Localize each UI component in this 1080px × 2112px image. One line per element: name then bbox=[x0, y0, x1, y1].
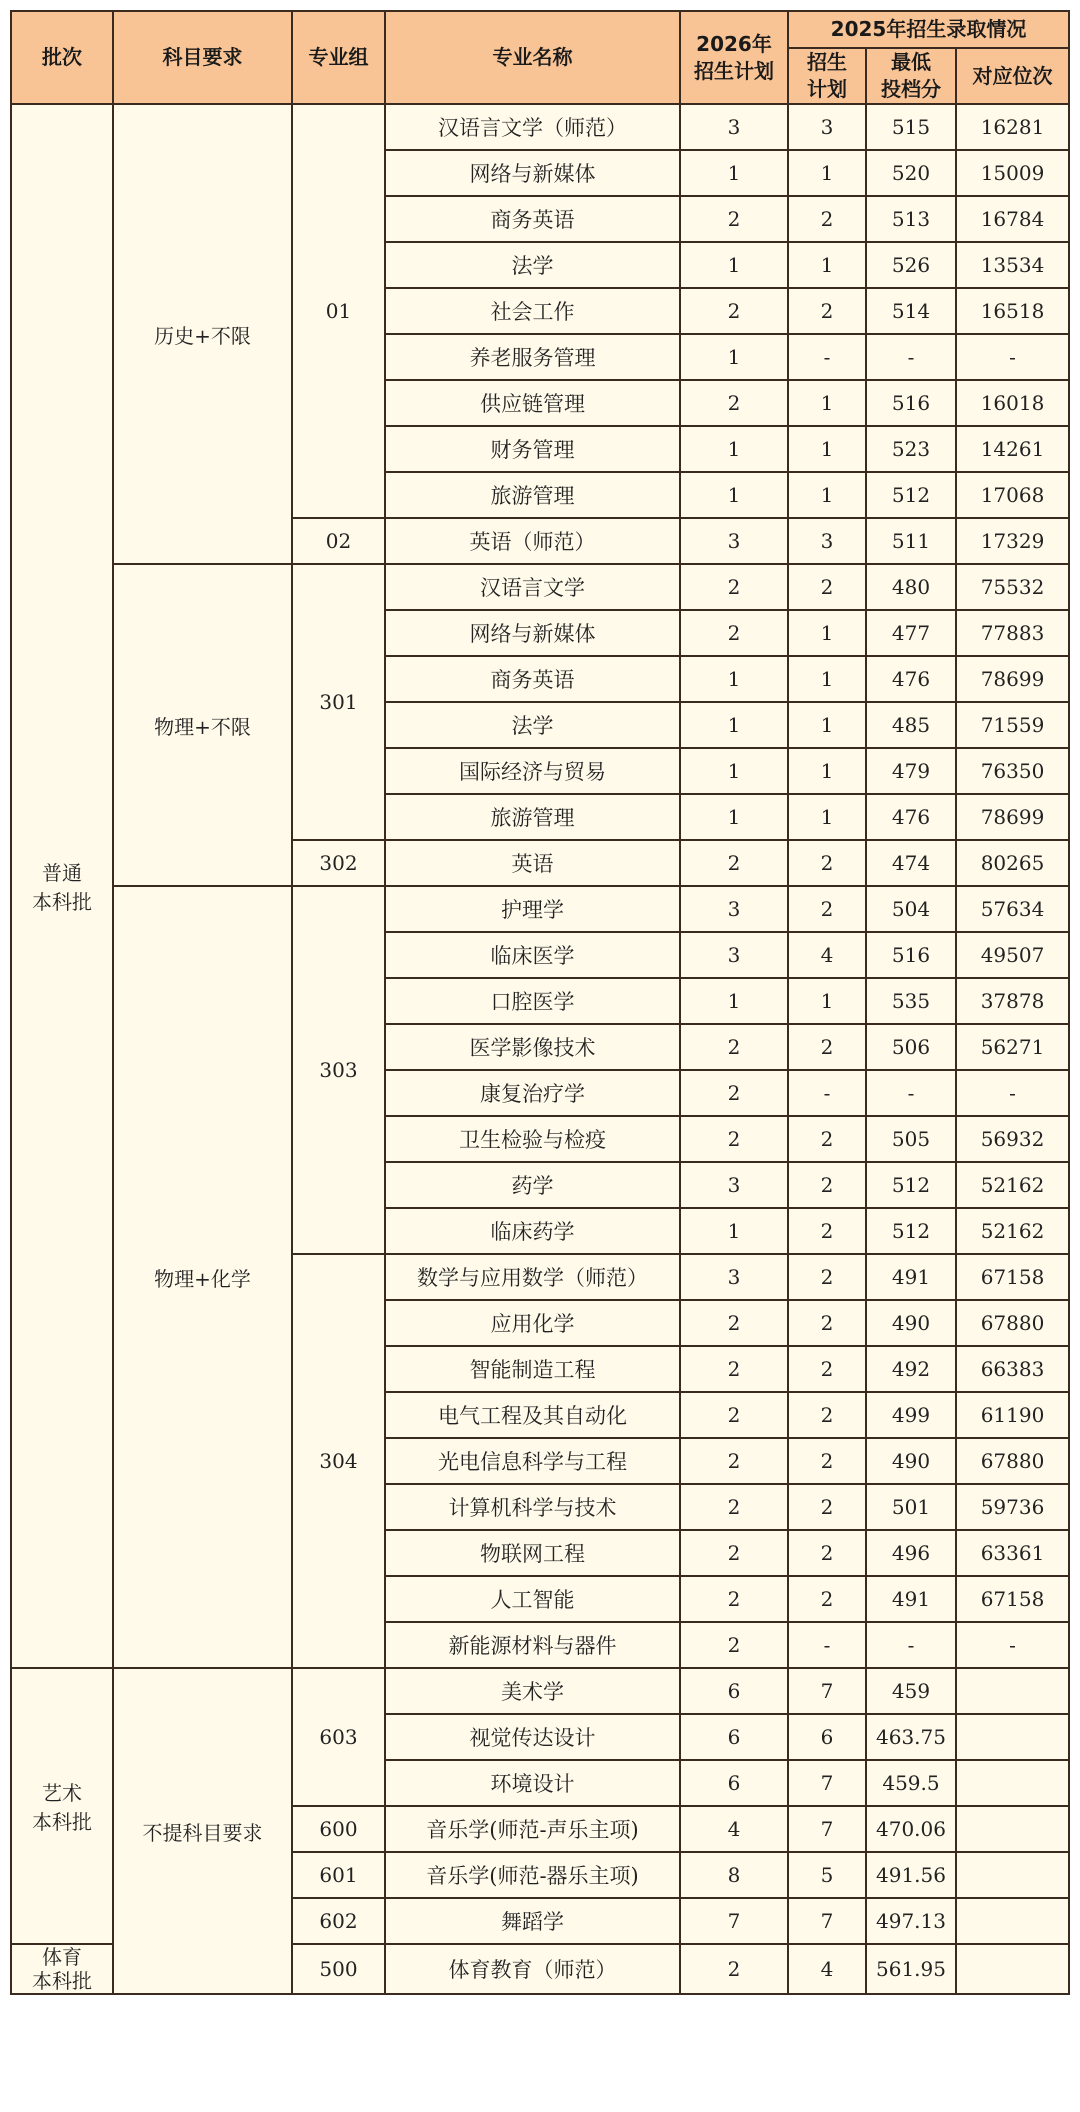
plan-2026: 2 bbox=[680, 1438, 788, 1484]
plan-2025: - bbox=[788, 334, 866, 380]
batch-art-line2: 本科批 bbox=[32, 1810, 92, 1834]
major-name: 社会工作 bbox=[385, 288, 680, 334]
rank: 67880 bbox=[956, 1300, 1069, 1346]
rank: 80265 bbox=[956, 840, 1069, 886]
major-name: 旅游管理 bbox=[385, 472, 680, 518]
plan-2026: 2 bbox=[680, 1530, 788, 1576]
batch-art-line1: 艺术 bbox=[42, 1781, 82, 1805]
plan-2026: 1 bbox=[680, 794, 788, 840]
rank: 76350 bbox=[956, 748, 1069, 794]
min-score: - bbox=[866, 1070, 956, 1116]
plan-2026: 4 bbox=[680, 1806, 788, 1852]
rank: 57634 bbox=[956, 886, 1069, 932]
min-score: 485 bbox=[866, 702, 956, 748]
rank: 67880 bbox=[956, 1438, 1069, 1484]
plan-2025: 2 bbox=[788, 288, 866, 334]
plan-2026: 8 bbox=[680, 1852, 788, 1898]
plan-2025: 2 bbox=[788, 1116, 866, 1162]
rank: 75532 bbox=[956, 564, 1069, 610]
min-score: 505 bbox=[866, 1116, 956, 1162]
min-score: 513 bbox=[866, 196, 956, 242]
min-score: 501 bbox=[866, 1484, 956, 1530]
plan-2025: - bbox=[788, 1070, 866, 1116]
major-group: 01 bbox=[292, 104, 385, 518]
major-group: 302 bbox=[292, 840, 385, 886]
rank: 67158 bbox=[956, 1254, 1069, 1300]
header-plan-2026 bbox=[680, 11, 788, 104]
rank: 78699 bbox=[956, 656, 1069, 702]
plan-2025: 2 bbox=[788, 1300, 866, 1346]
plan-2026: 1 bbox=[680, 334, 788, 380]
header-admission-2025: 2025年招生录取情况 bbox=[788, 11, 1069, 48]
plan-2025: 2 bbox=[788, 1530, 866, 1576]
min-score: 511 bbox=[866, 518, 956, 564]
plan-2026: 6 bbox=[680, 1714, 788, 1760]
min-score: 477 bbox=[866, 610, 956, 656]
min-score: 470.06 bbox=[866, 1806, 956, 1852]
plan-2026: 2 bbox=[680, 840, 788, 886]
plan-2026: 2 bbox=[680, 610, 788, 656]
major-group: 02 bbox=[292, 518, 385, 564]
plan-2025: 2 bbox=[788, 196, 866, 242]
header-min-score bbox=[866, 48, 956, 104]
header-plan-2025 bbox=[788, 48, 866, 104]
major-name: 体育教育（师范） bbox=[385, 1944, 680, 1994]
plan-2025: 1 bbox=[788, 242, 866, 288]
plan-2026: 1 bbox=[680, 242, 788, 288]
min-score: 463.75 bbox=[866, 1714, 956, 1760]
min-score: 516 bbox=[866, 380, 956, 426]
plan-2025: 7 bbox=[788, 1898, 866, 1944]
header-major-group: 专业组 bbox=[292, 11, 385, 104]
major-name: 临床医学 bbox=[385, 932, 680, 978]
plan-2026: 2 bbox=[680, 1116, 788, 1162]
min-score: 476 bbox=[866, 794, 956, 840]
rank: 15009 bbox=[956, 150, 1069, 196]
plan-2026: 2 bbox=[680, 1622, 788, 1668]
plan-2025: 6 bbox=[788, 1714, 866, 1760]
header-min-score-line2: 投档分 bbox=[881, 77, 941, 101]
subject-requirement: 物理+不限 bbox=[113, 564, 292, 886]
major-group: 303 bbox=[292, 886, 385, 1254]
min-score: 535 bbox=[866, 978, 956, 1024]
plan-2026: 2 bbox=[680, 1392, 788, 1438]
header-rank: 对应位次 bbox=[956, 48, 1069, 104]
major-name: 计算机科学与技术 bbox=[385, 1484, 680, 1530]
major-name: 口腔医学 bbox=[385, 978, 680, 1024]
subject-requirement: 不提科目要求 bbox=[113, 1668, 292, 1994]
major-name: 光电信息科学与工程 bbox=[385, 1438, 680, 1484]
major-group: 600 bbox=[292, 1806, 385, 1852]
major-name: 数学与应用数学（师范） bbox=[385, 1254, 680, 1300]
rank bbox=[956, 1806, 1069, 1852]
rank: 14261 bbox=[956, 426, 1069, 472]
batch-sports-line1: 体育 bbox=[42, 1945, 82, 1969]
major-name: 商务英语 bbox=[385, 656, 680, 702]
major-name: 护理学 bbox=[385, 886, 680, 932]
rank: - bbox=[956, 1622, 1069, 1668]
plan-2025: 2 bbox=[788, 1346, 866, 1392]
rank: 56271 bbox=[956, 1024, 1069, 1070]
major-name: 法学 bbox=[385, 702, 680, 748]
min-score: 504 bbox=[866, 886, 956, 932]
min-score: - bbox=[866, 334, 956, 380]
rank: 16018 bbox=[956, 380, 1069, 426]
major-name: 汉语言文学（师范） bbox=[385, 104, 680, 150]
major-name: 智能制造工程 bbox=[385, 1346, 680, 1392]
rank: 17068 bbox=[956, 472, 1069, 518]
major-name: 供应链管理 bbox=[385, 380, 680, 426]
plan-2025: 2 bbox=[788, 1392, 866, 1438]
batch-art bbox=[11, 1668, 113, 1944]
plan-2025: 2 bbox=[788, 1024, 866, 1070]
rank bbox=[956, 1944, 1069, 1994]
plan-2025: 1 bbox=[788, 150, 866, 196]
plan-2026: 2 bbox=[680, 1484, 788, 1530]
header-plan-2025-line2: 计划 bbox=[807, 77, 847, 101]
plan-2026: 1 bbox=[680, 656, 788, 702]
plan-2026: 6 bbox=[680, 1760, 788, 1806]
plan-2025: 2 bbox=[788, 1438, 866, 1484]
plan-2025: 2 bbox=[788, 1162, 866, 1208]
major-group: 304 bbox=[292, 1254, 385, 1668]
plan-2026: 1 bbox=[680, 150, 788, 196]
table-row bbox=[11, 104, 1069, 150]
major-name: 音乐学(师范-器乐主项) bbox=[385, 1852, 680, 1898]
rank bbox=[956, 1668, 1069, 1714]
plan-2026: 3 bbox=[680, 518, 788, 564]
plan-2026: 2 bbox=[680, 1024, 788, 1070]
major-name: 法学 bbox=[385, 242, 680, 288]
major-name: 网络与新媒体 bbox=[385, 150, 680, 196]
rank bbox=[956, 1714, 1069, 1760]
header-batch: 批次 bbox=[11, 11, 113, 104]
plan-2026: 7 bbox=[680, 1898, 788, 1944]
min-score: 506 bbox=[866, 1024, 956, 1070]
subject-requirement: 历史+不限 bbox=[113, 104, 292, 564]
plan-2025: 2 bbox=[788, 1254, 866, 1300]
table-row bbox=[11, 564, 1069, 610]
rank: 78699 bbox=[956, 794, 1069, 840]
major-group: 601 bbox=[292, 1852, 385, 1898]
plan-2025: 2 bbox=[788, 1484, 866, 1530]
plan-2025: 4 bbox=[788, 1944, 866, 1994]
plan-2026: 2 bbox=[680, 1300, 788, 1346]
plan-2025: 7 bbox=[788, 1668, 866, 1714]
plan-2026: 1 bbox=[680, 1208, 788, 1254]
major-name: 英语（师范） bbox=[385, 518, 680, 564]
major-name: 电气工程及其自动化 bbox=[385, 1392, 680, 1438]
major-name: 财务管理 bbox=[385, 426, 680, 472]
plan-2025: 1 bbox=[788, 610, 866, 656]
rank: - bbox=[956, 1070, 1069, 1116]
plan-2026: 2 bbox=[680, 1070, 788, 1116]
plan-2025: 1 bbox=[788, 978, 866, 1024]
major-name: 网络与新媒体 bbox=[385, 610, 680, 656]
min-score: 480 bbox=[866, 564, 956, 610]
min-score: 515 bbox=[866, 104, 956, 150]
plan-2026: 3 bbox=[680, 1254, 788, 1300]
rank: 67158 bbox=[956, 1576, 1069, 1622]
min-score: 526 bbox=[866, 242, 956, 288]
major-name: 视觉传达设计 bbox=[385, 1714, 680, 1760]
min-score: 497.13 bbox=[866, 1898, 956, 1944]
rank: 16784 bbox=[956, 196, 1069, 242]
plan-2026: 1 bbox=[680, 702, 788, 748]
plan-2026: 2 bbox=[680, 1944, 788, 1994]
table-row bbox=[11, 886, 1069, 932]
plan-2026: 2 bbox=[680, 288, 788, 334]
min-score: 474 bbox=[866, 840, 956, 886]
major-name: 美术学 bbox=[385, 1668, 680, 1714]
plan-2025: 7 bbox=[788, 1806, 866, 1852]
min-score: 512 bbox=[866, 472, 956, 518]
plan-2026: 2 bbox=[680, 196, 788, 242]
plan-2026: 2 bbox=[680, 564, 788, 610]
plan-2026: 3 bbox=[680, 104, 788, 150]
min-score: 561.95 bbox=[866, 1944, 956, 1994]
min-score: 514 bbox=[866, 288, 956, 334]
admission-table bbox=[10, 10, 1070, 1995]
rank: 52162 bbox=[956, 1162, 1069, 1208]
rank: 52162 bbox=[956, 1208, 1069, 1254]
plan-2026: 3 bbox=[680, 932, 788, 978]
major-name: 康复治疗学 bbox=[385, 1070, 680, 1116]
plan-2025: 3 bbox=[788, 518, 866, 564]
min-score: 491.56 bbox=[866, 1852, 956, 1898]
rank: 37878 bbox=[956, 978, 1069, 1024]
major-name: 商务英语 bbox=[385, 196, 680, 242]
min-score: 512 bbox=[866, 1162, 956, 1208]
min-score: 520 bbox=[866, 150, 956, 196]
plan-2026: 6 bbox=[680, 1668, 788, 1714]
rank: 63361 bbox=[956, 1530, 1069, 1576]
min-score: 491 bbox=[866, 1254, 956, 1300]
rank: 71559 bbox=[956, 702, 1069, 748]
rank: 13534 bbox=[956, 242, 1069, 288]
rank: 16281 bbox=[956, 104, 1069, 150]
major-name: 卫生检验与检疫 bbox=[385, 1116, 680, 1162]
min-score: - bbox=[866, 1622, 956, 1668]
min-score: 476 bbox=[866, 656, 956, 702]
min-score: 459.5 bbox=[866, 1760, 956, 1806]
min-score: 523 bbox=[866, 426, 956, 472]
min-score: 490 bbox=[866, 1300, 956, 1346]
batch-sports bbox=[11, 1944, 113, 1994]
major-name: 环境设计 bbox=[385, 1760, 680, 1806]
rank: 66383 bbox=[956, 1346, 1069, 1392]
min-score: 496 bbox=[866, 1530, 956, 1576]
plan-2026: 2 bbox=[680, 1576, 788, 1622]
major-name: 物联网工程 bbox=[385, 1530, 680, 1576]
plan-2025: 1 bbox=[788, 426, 866, 472]
min-score: 499 bbox=[866, 1392, 956, 1438]
rank bbox=[956, 1898, 1069, 1944]
plan-2026: 1 bbox=[680, 426, 788, 472]
plan-2025: 1 bbox=[788, 656, 866, 702]
major-name: 舞蹈学 bbox=[385, 1898, 680, 1944]
batch-regular-line1: 普通 bbox=[42, 861, 82, 885]
plan-2026: 2 bbox=[680, 1346, 788, 1392]
header-min-score-line1: 最低 bbox=[891, 50, 931, 74]
plan-2025: - bbox=[788, 1622, 866, 1668]
plan-2025: 1 bbox=[788, 748, 866, 794]
rank: 16518 bbox=[956, 288, 1069, 334]
header-subject-requirement: 科目要求 bbox=[113, 11, 292, 104]
plan-2025: 4 bbox=[788, 932, 866, 978]
major-group: 603 bbox=[292, 1668, 385, 1806]
rank: 61190 bbox=[956, 1392, 1069, 1438]
header-plan-2025-line1: 招生 bbox=[807, 50, 847, 74]
min-score: 479 bbox=[866, 748, 956, 794]
plan-2025: 2 bbox=[788, 1576, 866, 1622]
plan-2025: 5 bbox=[788, 1852, 866, 1898]
plan-2026: 3 bbox=[680, 1162, 788, 1208]
major-name: 音乐学(师范-声乐主项) bbox=[385, 1806, 680, 1852]
plan-2025: 1 bbox=[788, 702, 866, 748]
plan-2025: 1 bbox=[788, 794, 866, 840]
major-group: 301 bbox=[292, 564, 385, 840]
batch-sports-line2: 本科批 bbox=[32, 1969, 92, 1993]
plan-2026: 3 bbox=[680, 886, 788, 932]
rank bbox=[956, 1760, 1069, 1806]
plan-2025: 1 bbox=[788, 380, 866, 426]
min-score: 516 bbox=[866, 932, 956, 978]
subject-requirement: 物理+化学 bbox=[113, 886, 292, 1668]
rank: 17329 bbox=[956, 518, 1069, 564]
rank bbox=[956, 1852, 1069, 1898]
major-name: 英语 bbox=[385, 840, 680, 886]
plan-2025: 1 bbox=[788, 472, 866, 518]
major-name: 医学影像技术 bbox=[385, 1024, 680, 1070]
major-name: 旅游管理 bbox=[385, 794, 680, 840]
min-score: 491 bbox=[866, 1576, 956, 1622]
plan-2026: 1 bbox=[680, 748, 788, 794]
plan-2025: 2 bbox=[788, 1208, 866, 1254]
plan-2026: 2 bbox=[680, 380, 788, 426]
header-plan-2026-line2: 招生计划 bbox=[694, 58, 774, 83]
plan-2026: 1 bbox=[680, 472, 788, 518]
min-score: 459 bbox=[866, 1668, 956, 1714]
major-group: 602 bbox=[292, 1898, 385, 1944]
major-name: 养老服务管理 bbox=[385, 334, 680, 380]
major-name: 人工智能 bbox=[385, 1576, 680, 1622]
batch-regular bbox=[11, 104, 113, 1668]
major-name: 国际经济与贸易 bbox=[385, 748, 680, 794]
major-name: 临床药学 bbox=[385, 1208, 680, 1254]
header-plan-2026-line1: 2026年 bbox=[696, 31, 772, 56]
rank: 49507 bbox=[956, 932, 1069, 978]
plan-2025: 2 bbox=[788, 886, 866, 932]
batch-regular-line2: 本科批 bbox=[32, 890, 92, 914]
major-name: 新能源材料与器件 bbox=[385, 1622, 680, 1668]
major-name: 应用化学 bbox=[385, 1300, 680, 1346]
major-group: 500 bbox=[292, 1944, 385, 1994]
rank: 77883 bbox=[956, 610, 1069, 656]
major-name: 药学 bbox=[385, 1162, 680, 1208]
rank: - bbox=[956, 334, 1069, 380]
table-row bbox=[11, 1668, 1069, 1714]
rank: 59736 bbox=[956, 1484, 1069, 1530]
header-major-name: 专业名称 bbox=[385, 11, 680, 104]
major-name: 汉语言文学 bbox=[385, 564, 680, 610]
min-score: 512 bbox=[866, 1208, 956, 1254]
plan-2026: 1 bbox=[680, 978, 788, 1024]
plan-2025: 2 bbox=[788, 564, 866, 610]
plan-2025: 3 bbox=[788, 104, 866, 150]
rank: 56932 bbox=[956, 1116, 1069, 1162]
min-score: 492 bbox=[866, 1346, 956, 1392]
min-score: 490 bbox=[866, 1438, 956, 1484]
plan-2025: 7 bbox=[788, 1760, 866, 1806]
plan-2025: 2 bbox=[788, 840, 866, 886]
